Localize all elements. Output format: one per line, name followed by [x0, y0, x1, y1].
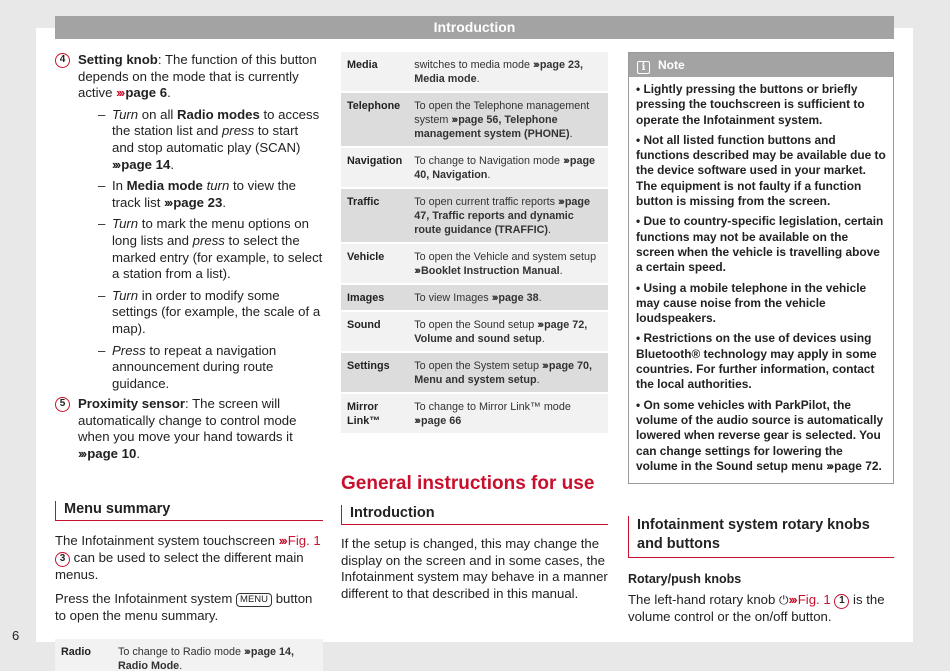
page-link[interactable]: page 70, Menu and system setup: [414, 360, 593, 386]
menu-summary-text: The Infotainment system touchscreen ››› Fig. 1 3 can be used to select the different main menus.: [55, 533, 321, 582]
rotary-knobs-subheading: Rotary/push knobs: [628, 572, 742, 587]
table-row: Sound To open the Sound setup ››› page 72, Volume and sound setup.: [341, 311, 608, 352]
table-row: Radio To change to Radio mode ››› page 14, Radio Mode.: [55, 639, 323, 671]
table-row: Navigation To change to Navigation mode ››› page 40, Navigation.: [341, 147, 608, 188]
introduction-text: If the setup is changed, this may change the display on the screen and in some cases, the Infotainment system may behave in a manner different to that described in this manual.: [341, 536, 608, 601]
table-row: Traffic To open current traffic reports ››› page 47, Traffic reports and dynamic route guidance (TRAFFIC).: [341, 188, 608, 243]
number-badge: 4: [55, 53, 70, 68]
figure-link[interactable]: Fig. 1: [797, 592, 831, 608]
list-item: – Turn to mark the menu options on long lists and press to select the marked entry (for example, to select a station from a list).: [98, 216, 323, 282]
table-row: Telephone To open the Telephone management system ››› page 56, Telephone management system (PHONE).: [341, 92, 608, 147]
page-link[interactable]: page 23: [173, 194, 223, 210]
menu-summary-heading: Menu summary: [55, 501, 323, 522]
note-box: [628, 52, 894, 484]
link-arrow-icon: ›››: [112, 156, 120, 172]
page-link[interactable]: page 14: [121, 156, 171, 172]
figure-link[interactable]: Fig. 1: [287, 533, 321, 549]
list-item: – Turn in order to modify some settings (for example, the scale of a map).: [98, 287, 321, 336]
page-link[interactable]: page 38: [498, 292, 539, 304]
note-point: • Not all listed function buttons and functions described may be available due to the device software used in your market. The equipment is not faulty if a function button is missing from the screen.: [636, 132, 886, 209]
list-item: – Press to repeat a navigation announcement during route guidance.: [98, 342, 277, 391]
item-setting-knob: 4 Setting knob: The function of this button depends on the mode that is currently active ››› page 6. – Turn on all Radio modes to access the station list and press to start and stop automatic play (SCAN) ››› page 14. – In Media mode turn to view the track list ››› page 23. – Turn to mark the menu options on long lists and press to select the marked entry (for example, to select a station from a list). – Turn in order to modify some settings (for example, the scale of a map). – Press to repeat a navigation announcement during route guidance.: [55, 52, 323, 392]
page-link[interactable]: Booklet Instruction Manual: [421, 265, 560, 277]
page-link[interactable]: page 10: [87, 446, 137, 462]
number-badge: 3: [55, 552, 70, 567]
table-row: Mirror Link™ To change to Mirror Link™ mode ››› page 66: [341, 393, 608, 434]
introduction-heading: Introduction: [341, 505, 608, 525]
menu-button-text: Press the Infotainment system MENU button to open the menu summary.: [55, 591, 313, 624]
note-point: • Due to country-specific legislation, certain functions may not be available on the screen when the vehicle is travelling above a certain speed.: [636, 214, 884, 275]
table-row: Settings To open the System setup ››› page 70, Menu and system setup.: [341, 352, 608, 393]
link-arrow-icon: ›››: [164, 194, 172, 210]
page-header: Introduction: [55, 16, 894, 39]
menu-table: [341, 52, 608, 435]
link-arrow-icon: ›››: [788, 592, 796, 608]
knobs-heading: Infotainment system rotary knobs and buttons: [628, 516, 894, 558]
page-link[interactable]: page 23, Media mode: [414, 59, 584, 85]
general-instructions-title: General instructions for use: [341, 473, 595, 494]
menu-button-icon: MENU: [236, 593, 272, 607]
note-point: • Restrictions on the use of devices using Bluetooth® technology may apply in some countries. For further information, contact the local authorities.: [636, 331, 877, 392]
note-point: • On some vehicles with ParkPilot, the volume of the audio source is automatically lowered when reverse gear is selected. You can change settings for lowering the volume in the Sound setup menu ››› page 72.: [636, 397, 884, 473]
power-icon: ⏻: [779, 593, 789, 608]
page-link[interactable]: page 6: [125, 85, 168, 101]
note-header: i Note: [629, 53, 893, 77]
page-link[interactable]: page 56, Telephone management system (PHONE): [414, 114, 570, 140]
table-row: Vehicle To open the Vehicle and system setup ››› Booklet Instruction Manual.: [341, 243, 608, 284]
radio-table: [55, 639, 323, 671]
page-link[interactable]: page 14, Radio Mode: [118, 645, 295, 671]
page-link[interactable]: page 40, Navigation: [414, 155, 596, 181]
link-arrow-icon: ›››: [278, 533, 286, 549]
number-badge: 1: [834, 594, 849, 609]
list-item: – In Media mode turn to view the track list ››› page 23.: [98, 178, 297, 210]
list-item: – Turn on all Radio modes to access the station list and press to start and stop automatic play (SCAN) ››› page 14.: [98, 106, 320, 172]
page-link[interactable]: page 72: [834, 458, 879, 473]
rotary-knob-text: The left-hand rotary knob ⏻››› Fig. 1 1 is the volume control or the on/off button.: [628, 592, 885, 625]
page-number: 6: [12, 628, 20, 643]
note-body: [629, 77, 893, 483]
link-arrow-icon: ›››: [116, 85, 124, 101]
link-arrow-icon: ›››: [244, 645, 249, 658]
note-point: • Using a mobile telephone in the vehicle may cause noise from the vehicle loudspeakers.: [636, 280, 867, 326]
column-middle: [341, 52, 608, 602]
table-row: Images To view Images ››› page 38.: [341, 284, 608, 311]
info-icon: i: [637, 61, 650, 74]
page-link[interactable]: page 72, Volume and sound setup: [414, 319, 588, 345]
link-arrow-icon: ›››: [78, 446, 86, 462]
item-proximity-sensor: 5 Proximity sensor: The screen will automatically change to control mode when you move your hand towards it ››› page 10.: [55, 396, 323, 462]
page-link[interactable]: page 66: [421, 415, 462, 427]
page-link[interactable]: page 47, Traffic reports and dynamic route guidance (TRAFFIC): [414, 196, 591, 236]
note-point: • Lightly pressing the buttons or briefly pressing the touchscreen is sufficient to operate the Infotainment system.: [636, 82, 865, 127]
column-right: [628, 52, 894, 626]
number-badge: 5: [55, 397, 70, 412]
column-left: [55, 52, 323, 671]
table-row: Media switches to media mode ››› page 23, Media mode.: [341, 52, 608, 92]
